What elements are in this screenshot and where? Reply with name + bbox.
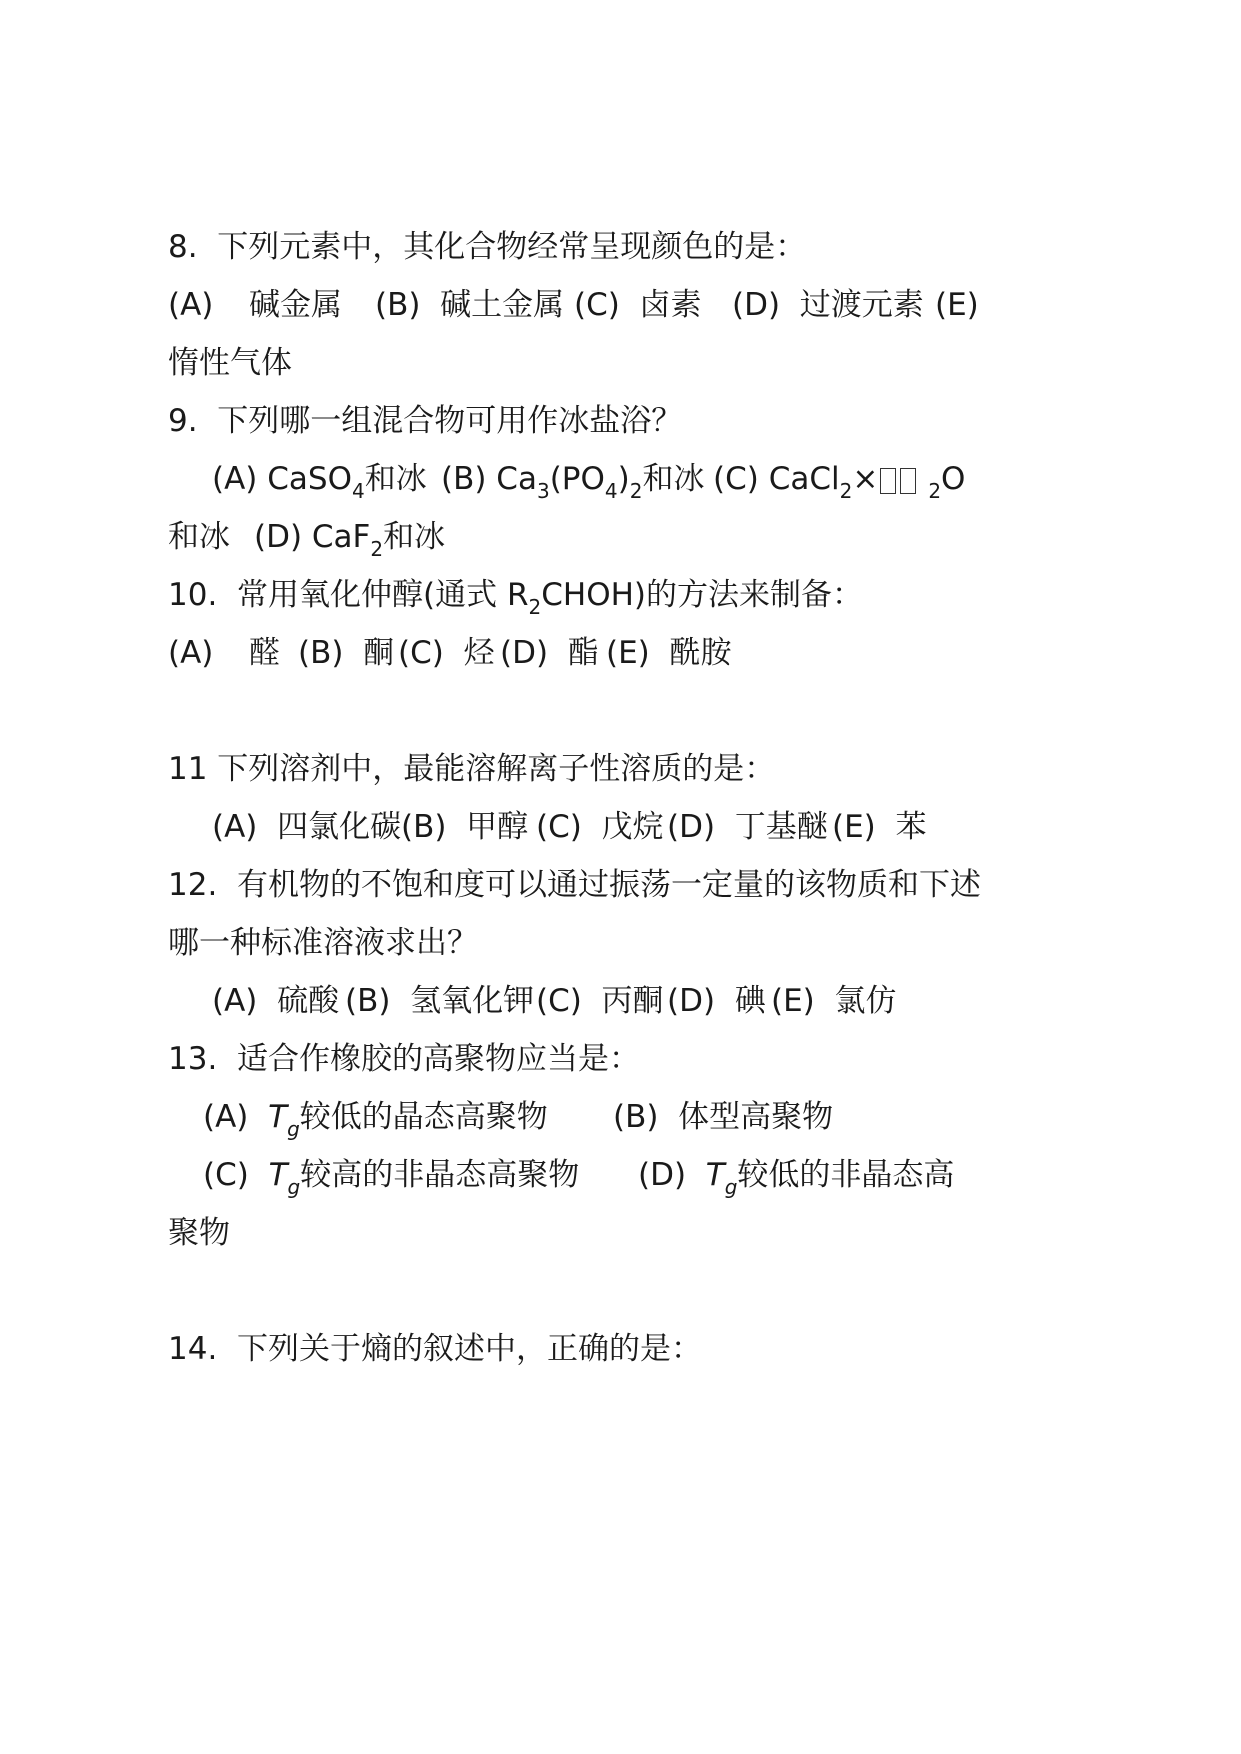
missing-glyph-box	[900, 468, 916, 494]
q13-options-line-3	[0, 1211, 230, 1255]
q13-options-line-1	[0, 1095, 834, 1141]
q9-option-c-cont: 和冰	[168, 519, 230, 555]
q13-stem: 13. 适合作橡胶的高聚物应当是：	[168, 1041, 641, 1077]
q13-option-a: (A) $T_g$较低的晶态高聚物	[203, 1099, 548, 1141]
q10-option-c: (C) 烃	[398, 635, 495, 671]
q12-stem-2: 哪一种标准溶液求出？	[168, 925, 478, 961]
q8-option-a-label: (A)	[168, 287, 214, 323]
q12-option-d: (D) 碘	[667, 983, 766, 1019]
q9-stem: 9. 下列哪一组混合物可用作冰盐浴？	[168, 403, 683, 439]
q10-option-a-text: 醛	[249, 635, 280, 671]
q9-stem-line	[0, 399, 683, 443]
q8-option-e-text: 惰性气体	[168, 345, 292, 381]
q13-option-d: (D) $T_g$较低的非晶态高	[638, 1157, 955, 1199]
q12-stem-line-1	[0, 863, 982, 907]
q8-option-b: (B) 碱土金属	[375, 287, 565, 323]
q8-option-e-label: (E)	[935, 287, 979, 323]
q12-option-e: (E) 氯仿	[771, 983, 897, 1019]
q10-option-e: (E) 酰胺	[606, 635, 732, 671]
q10-stem-line	[0, 573, 863, 619]
q10-option-d: (D) 酯	[500, 635, 599, 671]
q8-option-d: (D) 过渡元素	[732, 287, 924, 323]
q8-stem: 8. 下列元素中，其化合物经常呈现颜色的是：	[168, 229, 807, 265]
q14-stem: 14. 下列关于熵的叙述中，正确的是：	[168, 1331, 703, 1367]
q11-option-a: (A) 四氯化碳	[212, 809, 402, 845]
q11-stem: 11 下列溶剂中，最能溶解离子性溶质的是：	[168, 751, 776, 787]
q12-stem-1: 12. 有机物的不饱和度可以通过振荡一定量的该物质和下述	[168, 867, 982, 903]
q12-option-b: (B) 氢氧化钾	[345, 983, 535, 1019]
q9-option-b: (B) $Ca_3(PO_4)_2$和冰	[441, 461, 705, 503]
q8-option-a-text: 碱金属	[249, 287, 342, 323]
q10-option-b: (B) 酮	[298, 635, 395, 671]
q11-stem-line	[0, 747, 776, 791]
q11-option-b: (B) 甲醇	[401, 809, 529, 845]
missing-glyph-box	[880, 468, 896, 494]
q11-option-d: (D) 丁基醚	[667, 809, 828, 845]
q12-stem-line-2	[0, 921, 478, 965]
q10-option-a-label: (A)	[168, 635, 214, 671]
q14-stem-line	[0, 1327, 703, 1371]
q11-option-e: (E) 苯	[832, 809, 927, 845]
q11-option-c: (C) 戊烷	[536, 809, 664, 845]
q9-option-d: (D) CaF$_2$和冰	[254, 519, 446, 561]
q8-options-line	[0, 283, 979, 327]
q13-options-line-2	[0, 1153, 955, 1199]
q9-options-line	[0, 457, 966, 503]
q12-option-a: (A) 硫酸	[212, 983, 340, 1019]
q13-stem-line	[0, 1037, 641, 1081]
q8-option-c: (C) 卤素	[574, 287, 702, 323]
q13-option-b: (B) 体型高聚物	[613, 1099, 834, 1135]
q9-option-a: (A) CaSO$_4$和冰	[212, 461, 427, 503]
q13-option-c: (C) $T_g$较高的非晶态高聚物	[203, 1157, 580, 1199]
q10-stem: 10. 常用氧化仲醇(通式 $R_2CHOH$)的方法来制备：	[168, 577, 863, 619]
q9-option-c: (C) CaCl$_2$× $_2$O	[713, 461, 966, 503]
q8-stem-line	[0, 225, 807, 269]
q9-options-line-2	[0, 515, 446, 561]
q8-option-e-line	[0, 341, 292, 385]
q12-option-c: (C) 丙酮	[536, 983, 664, 1019]
q11-options-line	[0, 805, 927, 849]
q10-options-line	[0, 631, 732, 675]
q12-options-line	[0, 979, 897, 1023]
q13-option-d-cont: 聚物	[168, 1215, 230, 1251]
